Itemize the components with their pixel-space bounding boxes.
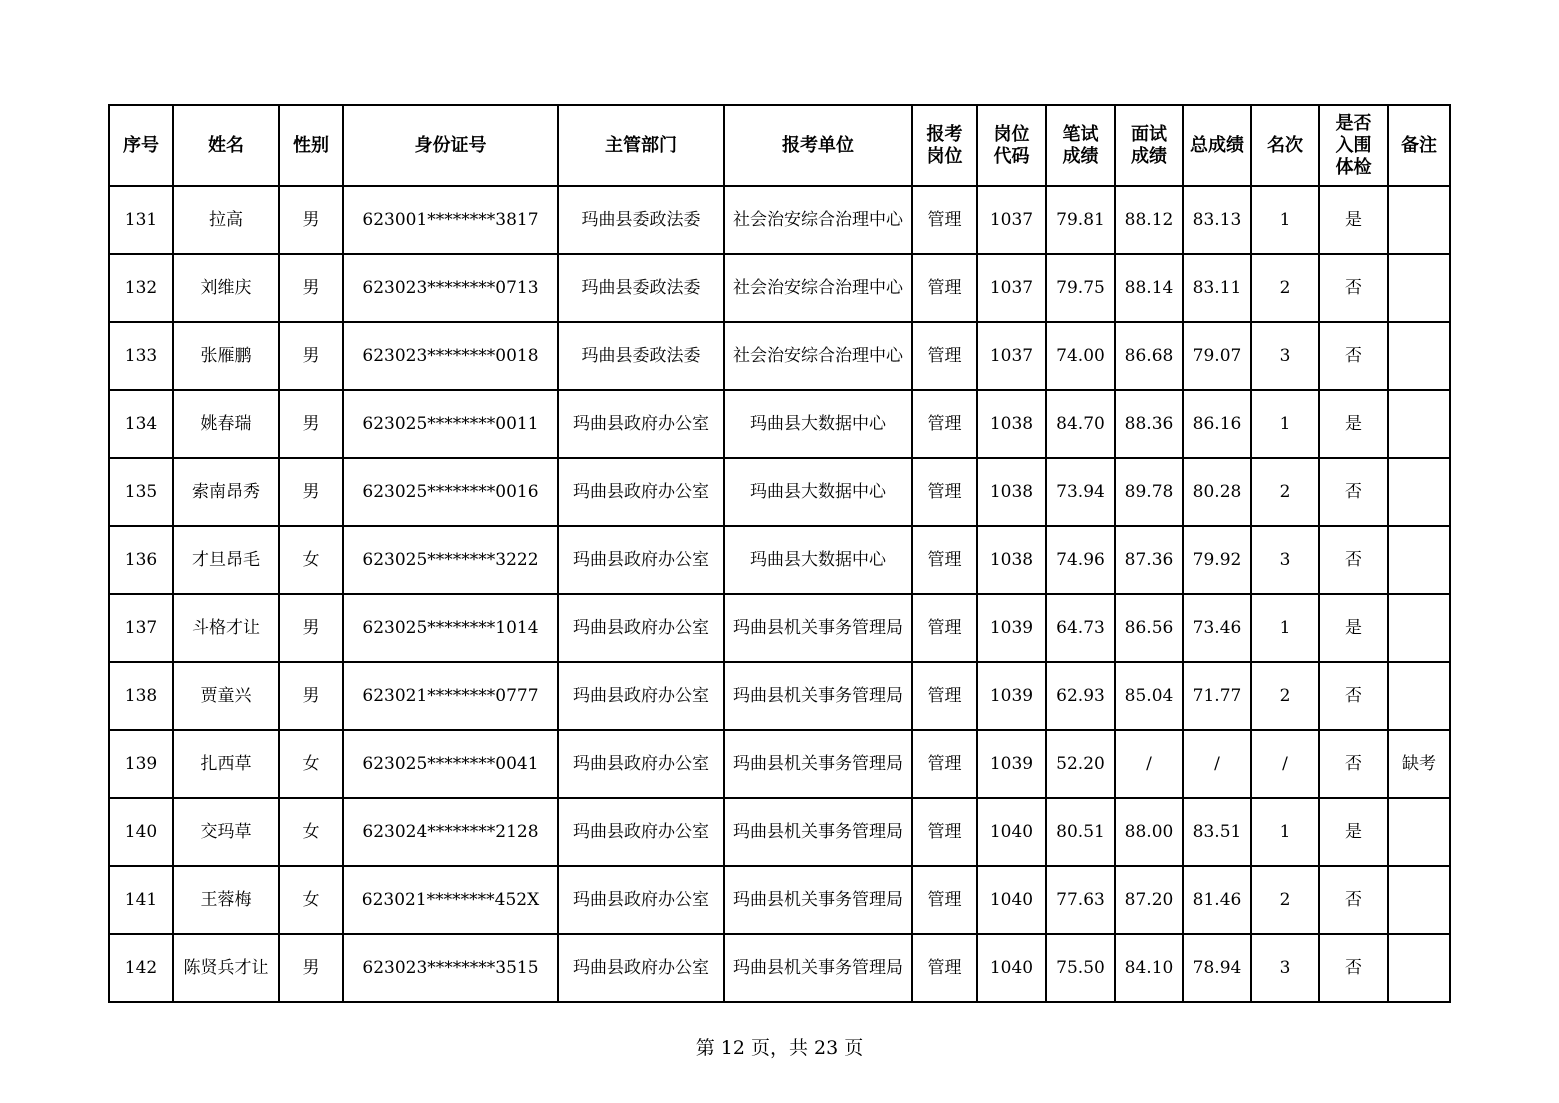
cell-name: 王蓉梅 (173, 866, 279, 934)
header-name: 姓名 (173, 105, 279, 186)
cell-name: 陈贤兵才让 (173, 934, 279, 1002)
cell-gender: 男 (279, 934, 343, 1002)
cell-id-number: 623021********452X (343, 866, 558, 934)
cell-post: 管理 (912, 186, 977, 254)
cell-department: 玛曲县政府办公室 (558, 662, 724, 730)
cell-gender: 男 (279, 254, 343, 322)
header-gender: 性别 (279, 105, 343, 186)
header-unit: 报考单位 (724, 105, 912, 186)
cell-department: 玛曲县政府办公室 (558, 730, 724, 798)
cell-interview: 87.20 (1115, 866, 1183, 934)
header-post-code: 岗位代码 (977, 105, 1046, 186)
cell-name: 刘维庆 (173, 254, 279, 322)
cell-department: 玛曲县政府办公室 (558, 934, 724, 1002)
cell-post: 管理 (912, 254, 977, 322)
cell-unit: 玛曲县机关事务管理局 (724, 594, 912, 662)
cell-interview: 89.78 (1115, 458, 1183, 526)
cell-seq: 142 (109, 934, 173, 1002)
cell-id-number: 623024********2128 (343, 798, 558, 866)
cell-interview: 88.12 (1115, 186, 1183, 254)
table-row (109, 458, 1450, 526)
cell-post-code: 1040 (977, 798, 1046, 866)
table-row (109, 322, 1450, 390)
cell-written: 74.96 (1046, 526, 1115, 594)
cell-total: 83.13 (1183, 186, 1251, 254)
table-row (109, 662, 1450, 730)
cell-interview: 88.36 (1115, 390, 1183, 458)
cell-seq: 132 (109, 254, 173, 322)
cell-post-code: 1039 (977, 730, 1046, 798)
table-header-row (109, 105, 1450, 186)
cell-id-number: 623025********3222 (343, 526, 558, 594)
cell-written: 75.50 (1046, 934, 1115, 1002)
cell-department: 玛曲县政府办公室 (558, 458, 724, 526)
cell-seq: 139 (109, 730, 173, 798)
header-department: 主管部门 (558, 105, 724, 186)
cell-remark (1388, 798, 1450, 866)
cell-id-number: 623025********0011 (343, 390, 558, 458)
cell-post-code: 1040 (977, 866, 1046, 934)
cell-remark (1388, 254, 1450, 322)
cell-post: 管理 (912, 866, 977, 934)
cell-unit: 社会治安综合治理中心 (724, 322, 912, 390)
cell-gender: 男 (279, 186, 343, 254)
cell-department: 玛曲县政府办公室 (558, 798, 724, 866)
cell-post: 管理 (912, 594, 977, 662)
cell-total: 81.46 (1183, 866, 1251, 934)
cell-rank: 2 (1251, 254, 1319, 322)
table-row (109, 934, 1450, 1002)
cell-name: 扎西草 (173, 730, 279, 798)
header-rank: 名次 (1251, 105, 1319, 186)
cell-interview: 85.04 (1115, 662, 1183, 730)
cell-seq: 138 (109, 662, 173, 730)
cell-rank: 1 (1251, 594, 1319, 662)
cell-department: 玛曲县政府办公室 (558, 866, 724, 934)
cell-seq: 136 (109, 526, 173, 594)
cell-physical: 否 (1319, 254, 1388, 322)
cell-gender: 男 (279, 322, 343, 390)
cell-rank: / (1251, 730, 1319, 798)
cell-written: 79.81 (1046, 186, 1115, 254)
cell-physical: 否 (1319, 866, 1388, 934)
cell-physical: 否 (1319, 526, 1388, 594)
cell-written: 79.75 (1046, 254, 1115, 322)
cell-rank: 3 (1251, 526, 1319, 594)
cell-unit: 社会治安综合治理中心 (724, 186, 912, 254)
cell-written: 62.93 (1046, 662, 1115, 730)
cell-rank: 2 (1251, 866, 1319, 934)
cell-written: 80.51 (1046, 798, 1115, 866)
cell-post: 管理 (912, 390, 977, 458)
cell-gender: 女 (279, 798, 343, 866)
cell-post: 管理 (912, 798, 977, 866)
cell-id-number: 623021********0777 (343, 662, 558, 730)
cell-department: 玛曲县委政法委 (558, 254, 724, 322)
cell-seq: 137 (109, 594, 173, 662)
table-row (109, 254, 1450, 322)
cell-post-code: 1038 (977, 390, 1046, 458)
cell-remark (1388, 866, 1450, 934)
cell-post: 管理 (912, 458, 977, 526)
cell-remark (1388, 594, 1450, 662)
cell-rank: 1 (1251, 390, 1319, 458)
cell-department: 玛曲县委政法委 (558, 186, 724, 254)
cell-id-number: 623023********3515 (343, 934, 558, 1002)
table-row (109, 526, 1450, 594)
cell-post-code: 1038 (977, 458, 1046, 526)
cell-name: 索南昂秀 (173, 458, 279, 526)
cell-remark (1388, 934, 1450, 1002)
cell-gender: 男 (279, 662, 343, 730)
cell-total: / (1183, 730, 1251, 798)
cell-seq: 135 (109, 458, 173, 526)
cell-physical: 否 (1319, 662, 1388, 730)
cell-department: 玛曲县委政法委 (558, 322, 724, 390)
cell-gender: 女 (279, 730, 343, 798)
cell-interview: 86.56 (1115, 594, 1183, 662)
cell-unit: 玛曲县机关事务管理局 (724, 662, 912, 730)
cell-written: 73.94 (1046, 458, 1115, 526)
header-seq: 序号 (109, 105, 173, 186)
cell-physical: 否 (1319, 458, 1388, 526)
cell-remark (1388, 390, 1450, 458)
cell-rank: 2 (1251, 458, 1319, 526)
table-row (109, 390, 1450, 458)
cell-id-number: 623001********3817 (343, 186, 558, 254)
cell-rank: 1 (1251, 798, 1319, 866)
cell-name: 才旦昂毛 (173, 526, 279, 594)
cell-id-number: 623025********0016 (343, 458, 558, 526)
table-row (109, 594, 1450, 662)
cell-post-code: 1039 (977, 594, 1046, 662)
cell-written: 64.73 (1046, 594, 1115, 662)
cell-physical: 否 (1319, 322, 1388, 390)
cell-total: 83.51 (1183, 798, 1251, 866)
cell-physical: 是 (1319, 186, 1388, 254)
cell-post: 管理 (912, 526, 977, 594)
cell-remark (1388, 186, 1450, 254)
cell-written: 77.63 (1046, 866, 1115, 934)
cell-name: 贾童兴 (173, 662, 279, 730)
cell-written: 74.00 (1046, 322, 1115, 390)
cell-total: 83.11 (1183, 254, 1251, 322)
cell-post: 管理 (912, 322, 977, 390)
cell-post-code: 1037 (977, 186, 1046, 254)
cell-total: 78.94 (1183, 934, 1251, 1002)
cell-name: 拉高 (173, 186, 279, 254)
table-row (109, 798, 1450, 866)
cell-gender: 男 (279, 594, 343, 662)
cell-name: 张雁鹏 (173, 322, 279, 390)
cell-post-code: 1040 (977, 934, 1046, 1002)
cell-id-number: 623023********0018 (343, 322, 558, 390)
cell-total: 73.46 (1183, 594, 1251, 662)
header-written: 笔试成绩 (1046, 105, 1115, 186)
cell-rank: 3 (1251, 322, 1319, 390)
cell-post: 管理 (912, 934, 977, 1002)
cell-total: 79.92 (1183, 526, 1251, 594)
cell-physical: 是 (1319, 390, 1388, 458)
cell-gender: 女 (279, 866, 343, 934)
cell-interview: / (1115, 730, 1183, 798)
cell-total: 71.77 (1183, 662, 1251, 730)
cell-physical: 是 (1319, 798, 1388, 866)
header-physical: 是否入围体检 (1319, 105, 1388, 186)
cell-interview: 88.14 (1115, 254, 1183, 322)
cell-unit: 玛曲县机关事务管理局 (724, 798, 912, 866)
cell-unit: 玛曲县大数据中心 (724, 458, 912, 526)
header-post: 报考岗位 (912, 105, 977, 186)
cell-unit: 玛曲县机关事务管理局 (724, 866, 912, 934)
cell-remark (1388, 458, 1450, 526)
cell-department: 玛曲县政府办公室 (558, 526, 724, 594)
header-total: 总成绩 (1183, 105, 1251, 186)
cell-unit: 玛曲县大数据中心 (724, 390, 912, 458)
cell-written: 84.70 (1046, 390, 1115, 458)
cell-total: 79.07 (1183, 322, 1251, 390)
cell-seq: 141 (109, 866, 173, 934)
table-row (109, 730, 1450, 798)
cell-seq: 134 (109, 390, 173, 458)
cell-department: 玛曲县政府办公室 (558, 594, 724, 662)
cell-seq: 131 (109, 186, 173, 254)
page-number: 第 12 页，共 23 页 (695, 1037, 864, 1059)
cell-gender: 女 (279, 526, 343, 594)
cell-unit: 社会治安综合治理中心 (724, 254, 912, 322)
header-interview: 面试成绩 (1115, 105, 1183, 186)
cell-gender: 男 (279, 390, 343, 458)
table-row (109, 866, 1450, 934)
header-id-number: 身份证号 (343, 105, 558, 186)
cell-remark (1388, 322, 1450, 390)
cell-interview: 84.10 (1115, 934, 1183, 1002)
results-table (108, 104, 1451, 1003)
cell-post-code: 1039 (977, 662, 1046, 730)
cell-rank: 1 (1251, 186, 1319, 254)
cell-written: 52.20 (1046, 730, 1115, 798)
cell-unit: 玛曲县大数据中心 (724, 526, 912, 594)
cell-physical: 否 (1319, 934, 1388, 1002)
cell-interview: 87.36 (1115, 526, 1183, 594)
cell-post-code: 1037 (977, 322, 1046, 390)
cell-rank: 2 (1251, 662, 1319, 730)
header-remark: 备注 (1388, 105, 1450, 186)
cell-post: 管理 (912, 662, 977, 730)
cell-id-number: 623025********0041 (343, 730, 558, 798)
cell-name: 交玛草 (173, 798, 279, 866)
cell-id-number: 623023********0713 (343, 254, 558, 322)
cell-rank: 3 (1251, 934, 1319, 1002)
cell-department: 玛曲县政府办公室 (558, 390, 724, 458)
cell-gender: 男 (279, 458, 343, 526)
cell-remark (1388, 526, 1450, 594)
cell-total: 86.16 (1183, 390, 1251, 458)
cell-remark (1388, 662, 1450, 730)
cell-total: 80.28 (1183, 458, 1251, 526)
cell-unit: 玛曲县机关事务管理局 (724, 730, 912, 798)
table-row (109, 186, 1450, 254)
cell-seq: 140 (109, 798, 173, 866)
cell-physical: 否 (1319, 730, 1388, 798)
cell-seq: 133 (109, 322, 173, 390)
cell-post-code: 1037 (977, 254, 1046, 322)
cell-unit: 玛曲县机关事务管理局 (724, 934, 912, 1002)
cell-physical: 是 (1319, 594, 1388, 662)
cell-interview: 86.68 (1115, 322, 1183, 390)
cell-id-number: 623025********1014 (343, 594, 558, 662)
cell-post: 管理 (912, 730, 977, 798)
cell-name: 斗格才让 (173, 594, 279, 662)
cell-post-code: 1038 (977, 526, 1046, 594)
cell-interview: 88.00 (1115, 798, 1183, 866)
cell-remark: 缺考 (1388, 730, 1450, 798)
cell-name: 姚春瑞 (173, 390, 279, 458)
